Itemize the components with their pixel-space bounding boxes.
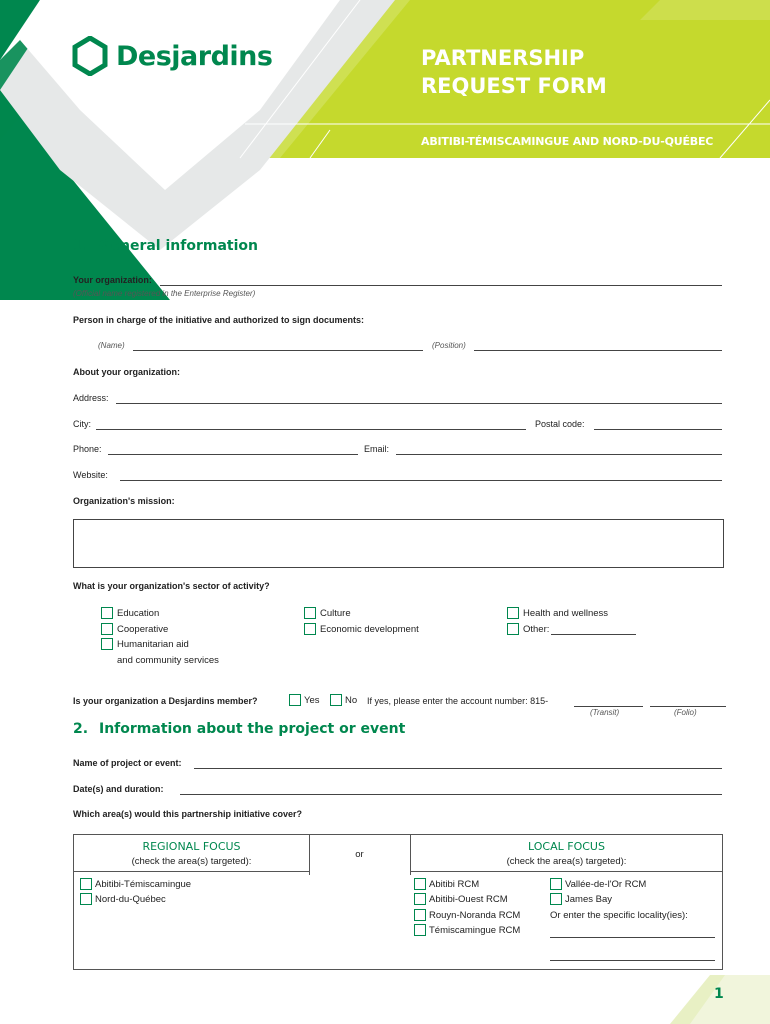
folio-field[interactable]	[650, 706, 726, 707]
label-humanitarian-1: Humanitarian aid	[117, 639, 189, 650]
city-field[interactable]	[96, 429, 526, 430]
about-label: About your organization:	[73, 367, 180, 377]
project-field[interactable]	[194, 768, 722, 769]
email-label: Email:	[364, 444, 390, 454]
label-education: Education	[117, 608, 160, 619]
position-hint: (Position)	[432, 341, 466, 350]
sector-question: What is your organization's sector of activity?	[73, 581, 270, 591]
areas-question: Which area(s) would this partnership initiative cover?	[73, 809, 303, 819]
checkbox-temiscamingue-rcm[interactable]	[414, 924, 426, 936]
label-abitibi-temiscamingue: Abitibi-Témiscamingue	[95, 879, 192, 890]
postal-label: Postal code:	[535, 419, 585, 429]
label-temiscamingue-rcm: Témiscamingue RCM	[429, 925, 521, 936]
person-position-field[interactable]	[474, 350, 722, 351]
locality-field-1[interactable]	[550, 937, 715, 938]
member-question: Is your organization a Desjardins member?	[73, 696, 258, 706]
label-abitibi-rcm: Abitibi RCM	[429, 879, 480, 890]
label-rouyn-noranda-rcm: Rouyn-Noranda RCM	[429, 910, 521, 921]
checkbox-abitibi-temiscamingue[interactable]	[80, 878, 92, 890]
desjardins-hexagon-icon	[72, 36, 108, 76]
local-sub: (check the area(s) targeted):	[506, 856, 627, 867]
org-label: Your organization:	[73, 275, 152, 285]
label-no: No	[345, 695, 358, 706]
folio-hint: (Folio)	[674, 708, 697, 717]
label-humanitarian-2: and community services	[117, 655, 219, 666]
name-hint: (Name)	[98, 341, 125, 350]
checkbox-member-yes[interactable]	[289, 694, 301, 706]
website-field[interactable]	[120, 480, 722, 481]
label-health: Health and wellness	[523, 608, 609, 619]
form-title: PARTNERSHIP REQUEST FORM	[421, 46, 607, 98]
website-label: Website:	[73, 470, 108, 480]
label-economic: Economic development	[320, 624, 419, 635]
project-label: Name of project or event:	[73, 758, 182, 768]
account-text: If yes, please enter the account number: 815-	[367, 696, 549, 706]
section2-heading: 2. Information about the project or event	[73, 721, 406, 737]
regional-sub: (check the area(s) targeted):	[131, 856, 252, 867]
checkbox-member-no[interactable]	[330, 694, 342, 706]
brand-name: Desjardins	[116, 40, 273, 72]
checkbox-james-bay[interactable]	[550, 893, 562, 905]
checkbox-nord-du-quebec[interactable]	[80, 893, 92, 905]
checkbox-economic[interactable]	[304, 623, 316, 635]
checkbox-education[interactable]	[101, 607, 113, 619]
local-title: LOCAL FOCUS	[528, 840, 605, 853]
org-field[interactable]	[160, 285, 722, 286]
person-label: Person in charge of the initiative and authorized to sign documents:	[73, 315, 365, 325]
mission-textarea[interactable]	[73, 519, 724, 568]
label-james-bay: James Bay	[565, 894, 612, 905]
email-field[interactable]	[396, 454, 722, 455]
checkbox-cooperative[interactable]	[101, 623, 113, 635]
address-field[interactable]	[116, 403, 722, 404]
dates-field[interactable]	[180, 794, 722, 795]
checkbox-health[interactable]	[507, 607, 519, 619]
regional-title: REGIONAL FOCUS	[142, 840, 241, 853]
checkbox-rouyn-noranda-rcm[interactable]	[414, 909, 426, 921]
checkbox-other[interactable]	[507, 623, 519, 635]
section1-heading: 1. General information	[73, 238, 258, 254]
phone-field[interactable]	[108, 454, 358, 455]
mission-label: Organization's mission:	[73, 496, 175, 506]
or-label: or	[355, 849, 364, 860]
address-label: Address:	[73, 393, 109, 403]
locality-text: Or enter the specific locality(ies):	[550, 910, 688, 921]
person-name-field[interactable]	[133, 350, 423, 351]
label-yes: Yes	[304, 695, 320, 706]
label-nord-du-quebec: Nord-du-Québec	[95, 894, 166, 905]
locality-field-2[interactable]	[550, 960, 715, 961]
phone-label: Phone:	[73, 444, 102, 454]
checkbox-abitibi-rcm[interactable]	[414, 878, 426, 890]
area-table	[73, 834, 723, 970]
label-abitibi-ouest-rcm: Abitibi-Ouest RCM	[429, 894, 508, 905]
footer-graphic	[630, 975, 770, 1024]
transit-field[interactable]	[574, 706, 643, 707]
label-vallee-de-lor-rcm: Vallée-de-l'Or RCM	[565, 879, 647, 890]
checkbox-abitibi-ouest-rcm[interactable]	[414, 893, 426, 905]
label-other: Other:	[523, 624, 550, 635]
other-field[interactable]	[551, 634, 636, 635]
dates-label: Date(s) and duration:	[73, 784, 164, 794]
checkbox-culture[interactable]	[304, 607, 316, 619]
form-subtitle: ABITIBI-TÉMISCAMINGUE AND NORD-DU-QUÉBEC	[421, 135, 714, 148]
checkbox-vallee-de-lor-rcm[interactable]	[550, 878, 562, 890]
postal-field[interactable]	[594, 429, 722, 430]
org-hint: (Official name registered in the Enterprise Register)	[73, 289, 256, 298]
checkbox-humanitarian[interactable]	[101, 638, 113, 650]
brand-logo	[72, 36, 272, 76]
page-number: 1	[714, 986, 724, 1002]
transit-hint: (Transit)	[590, 708, 620, 717]
city-label: City:	[73, 419, 91, 429]
label-cooperative: Cooperative	[117, 624, 169, 635]
label-culture: Culture	[320, 608, 351, 619]
